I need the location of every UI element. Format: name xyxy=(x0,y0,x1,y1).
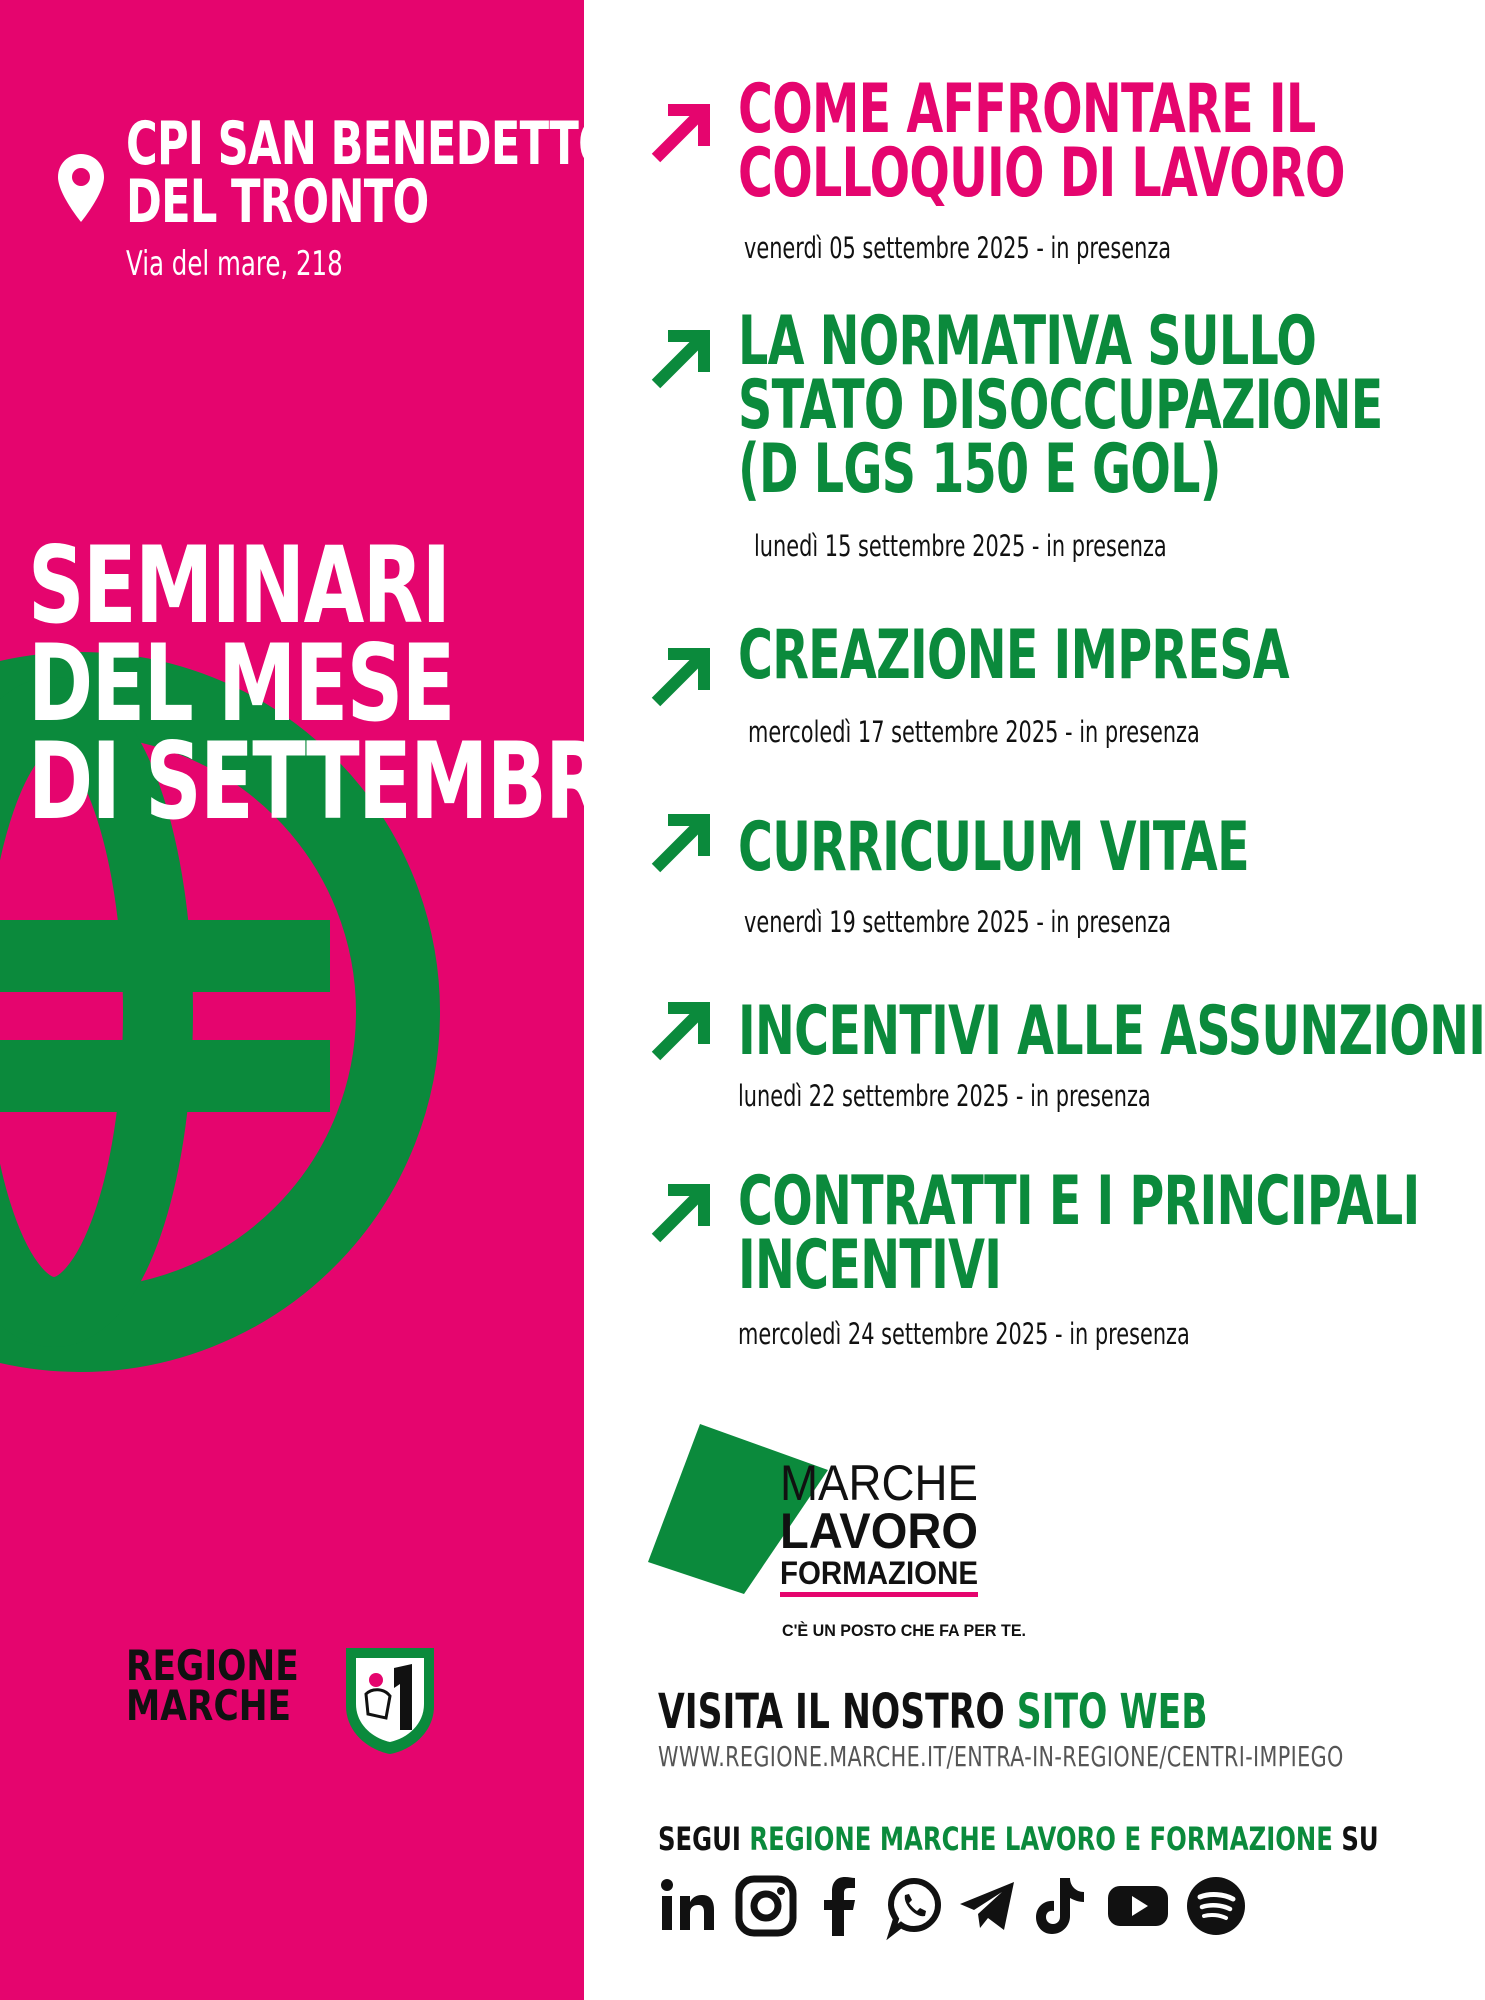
seminar-6-title-line1: CONTRATTI E I PRINCIPALI xyxy=(738,1162,1420,1241)
visit-highlight[interactable]: SITO WEB xyxy=(1016,1684,1208,1740)
mlf-logo-line2: LAVORO xyxy=(780,1503,978,1559)
headline-line3: DI SETTEMBRE xyxy=(28,720,657,843)
headline-line2: DEL MESE xyxy=(28,622,454,745)
seminar-6-title-line2: INCENTIVI xyxy=(738,1226,1002,1305)
follow-prefix: SEGUI xyxy=(658,1820,750,1858)
location-name-line1: CPI SAN BENEDETTO xyxy=(126,109,615,179)
follow-suffix: SU xyxy=(1332,1820,1379,1858)
instagram-icon[interactable] xyxy=(734,1874,798,1938)
telegram-icon[interactable] xyxy=(956,1874,1020,1938)
arrow-up-right-icon xyxy=(648,100,714,166)
mlf-logo-tagline: C'È UN POSTO CHE FA PER TE. xyxy=(782,1621,1026,1640)
regione-marche-shield-icon xyxy=(342,1644,438,1756)
regione-logo-line1: REGIONE xyxy=(126,1641,299,1690)
linkedin-icon[interactable] xyxy=(656,1874,720,1938)
arrow-up-right-icon xyxy=(648,998,714,1064)
arrow-up-right-icon xyxy=(648,1180,714,1246)
map-pin-icon xyxy=(56,152,106,224)
mlf-logo-line1: MARCHE xyxy=(780,1455,978,1511)
arrow-up-right-icon xyxy=(648,810,714,876)
seminar-5-date: lunedì 22 settembre 2025 - in presenza xyxy=(738,1079,1151,1113)
youtube-icon[interactable] xyxy=(1106,1874,1170,1938)
seminar-4-date: venerdì 19 settembre 2025 - in presenza xyxy=(744,905,1172,939)
seminar-1-date: venerdì 05 settembre 2025 - in presenza xyxy=(744,231,1172,265)
seminar-4-title: CURRICULUM VITAE xyxy=(738,808,1249,887)
location-address: Via del mare, 218 xyxy=(126,244,343,284)
arrow-up-right-icon xyxy=(648,326,714,392)
seminar-2-title-line3: (D LGS 150 E GOL) xyxy=(738,430,1221,509)
spotify-icon[interactable] xyxy=(1184,1874,1248,1938)
arrow-up-right-icon xyxy=(648,644,714,710)
website-url-link[interactable]: WWW.REGIONE.MARCHE.IT/ENTRA-IN-REGIONE/CENTRI-IMPIEGO xyxy=(658,1740,1344,1773)
seminar-3-date: mercoledì 17 settembre 2025 - in presenza xyxy=(748,715,1200,749)
seminar-1-title-line1: COME AFFRONTARE IL xyxy=(738,70,1316,149)
tiktok-icon[interactable] xyxy=(1030,1874,1094,1938)
seminar-3-title: CREAZIONE IMPRESA xyxy=(738,616,1289,695)
visit-prefix: VISITA IL NOSTRO xyxy=(658,1684,1017,1740)
seminar-2-title-line2: STATO DISOCCUPAZIONE xyxy=(738,366,1383,445)
regione-logo-line2: MARCHE xyxy=(126,1681,292,1730)
headline-line1: SEMINARI xyxy=(28,524,450,647)
mlf-logo-line3: FORMAZIONE xyxy=(780,1555,978,1591)
regione-marche-logo-text xyxy=(126,1641,299,1730)
whatsapp-icon[interactable] xyxy=(882,1874,946,1938)
follow-highlight: REGIONE MARCHE LAVORO E FORMAZIONE xyxy=(749,1820,1333,1858)
seminar-6-date: mercoledì 24 settembre 2025 - in presenza xyxy=(738,1317,1190,1351)
marche-lavoro-formazione-logo xyxy=(648,1424,1048,1644)
follow-us-heading xyxy=(658,1822,1379,1856)
seminar-1-title-line2: COLLOQUIO DI LAVORO xyxy=(738,134,1345,213)
left-panel xyxy=(0,0,657,2000)
seminar-2-date: lunedì 15 settembre 2025 - in presenza xyxy=(754,529,1167,563)
facebook-icon[interactable] xyxy=(808,1874,872,1938)
seminar-2-title-line1: LA NORMATIVA SULLO xyxy=(738,302,1317,381)
location-name-line2: DEL TRONTO xyxy=(126,167,429,237)
visit-website-heading xyxy=(658,1684,1208,1740)
seminar-5-title: INCENTIVI ALLE ASSUNZIONI xyxy=(738,992,1485,1071)
